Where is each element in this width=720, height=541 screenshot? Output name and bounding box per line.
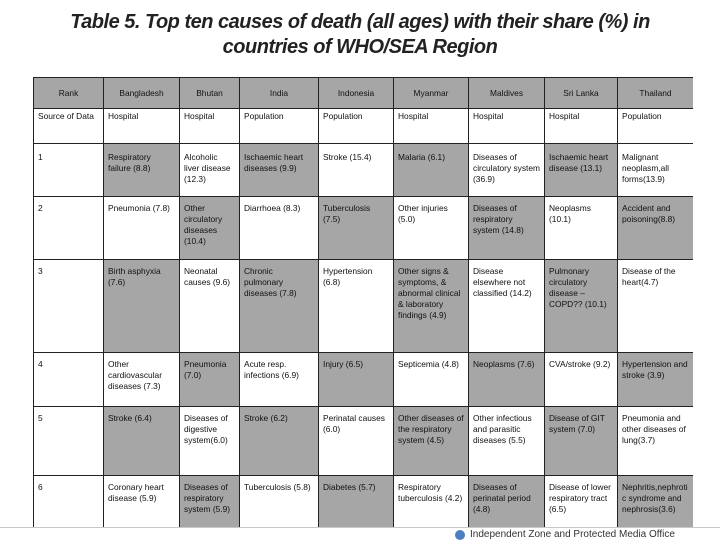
source-of-data-row: [34, 109, 694, 144]
source-cell: Population: [240, 109, 319, 144]
table-cell: Disease of GIT system (7.0): [545, 407, 618, 476]
table-cell: Other circulatory diseases (10.4): [180, 197, 240, 260]
table-cell: Pneumonia (7.8): [104, 197, 180, 260]
table-cell: Disease of lower respiratory tract (6.5): [545, 476, 618, 528]
table-cell: Septicemia (4.8): [394, 353, 469, 407]
table-cell: Other cardiovascular diseases (7.3): [104, 353, 180, 407]
table-cell: Respiratory failure (8.8): [104, 144, 180, 197]
source-cell: Hospital: [394, 109, 469, 144]
source-cell: Hospital: [104, 109, 180, 144]
table-cell: Injury (6.5): [319, 353, 394, 407]
title-line-2: countries of WHO/SEA Region: [222, 36, 498, 58]
table-cell: Pulmonary circulatory disease – COPD?? (10.1): [545, 260, 618, 353]
footer-text: Independent Zone and Protected Media Office: [470, 529, 675, 540]
header-sri-lanka: Sri Lanka: [545, 78, 618, 109]
table-cell: Respiratory tuberculosis (4.2): [394, 476, 469, 528]
table-cell: Neoplasms (10.1): [545, 197, 618, 260]
table-cell: Other infectious and parasitic diseases (5.5): [469, 407, 545, 476]
rank-cell: 6: [34, 476, 104, 528]
table-cell: Ischaemic heart disease (13.1): [545, 144, 618, 197]
table-cell: Tuberculosis (7.5): [319, 197, 394, 260]
table-cell: Stroke (6.2): [240, 407, 319, 476]
table-cell: Pneumonia and other diseases of lung(3.7): [618, 407, 694, 476]
table-row: [34, 353, 694, 407]
footer-bar: [0, 527, 720, 541]
table-row: [34, 407, 694, 476]
table-row: [34, 476, 694, 528]
rank-cell: 3: [34, 260, 104, 353]
header-maldives: Maldives: [469, 78, 545, 109]
table-cell: Tuberculosis (5.8): [240, 476, 319, 528]
table-cell: Ischaemic heart diseases (9.9): [240, 144, 319, 197]
source-cell: Population: [319, 109, 394, 144]
header-bhutan: Bhutan: [180, 78, 240, 109]
table-cell: Pneumonia (7.0): [180, 353, 240, 407]
globe-icon: [455, 530, 465, 540]
table-cell: Malignant neoplasm,all forms(13.9): [618, 144, 694, 197]
rank-cell: 1: [34, 144, 104, 197]
table-cell: Other injuries (5.0): [394, 197, 469, 260]
rank-cell: 2: [34, 197, 104, 260]
header-indonesia: Indonesia: [319, 78, 394, 109]
table-cell: Stroke (6.4): [104, 407, 180, 476]
rank-cell: 5: [34, 407, 104, 476]
header-row: [34, 78, 694, 109]
table-cell: Diseases of respiratory system (14.8): [469, 197, 545, 260]
table-cell: Birth asphyxia (7.6): [104, 260, 180, 353]
table-row: [34, 144, 694, 197]
header-rank: Rank: [34, 78, 104, 109]
source-cell: Hospital: [545, 109, 618, 144]
table-cell: Diabetes (5.7): [319, 476, 394, 528]
table-title: [0, 10, 720, 60]
table-cell: Hypertension (6.8): [319, 260, 394, 353]
table-row: [34, 260, 694, 353]
table-row: [34, 197, 694, 260]
table-cell: Chronic pulmonary diseases (7.8): [240, 260, 319, 353]
source-cell: Hospital: [469, 109, 545, 144]
table-cell: Diarrhoea (8.3): [240, 197, 319, 260]
header-bangladesh: Bangladesh: [104, 78, 180, 109]
table-cell: Other signs & symptoms, & abnormal clinical & laboratory findings (4.9): [394, 260, 469, 353]
source-cell: Population: [618, 109, 694, 144]
table-cell: CVA/stroke (9.2): [545, 353, 618, 407]
table-cell: Acute resp. infections (6.9): [240, 353, 319, 407]
title-line-1: Table 5. Top ten causes of death (all ages) with their share (%) in: [70, 11, 650, 33]
source-cell: Hospital: [180, 109, 240, 144]
table-cell: Stroke (15.4): [319, 144, 394, 197]
table-cell: Neoplasms (7.6): [469, 353, 545, 407]
table-cell: Disease elsewhere not classified (14.2): [469, 260, 545, 353]
table-cell: Disease of the heart(4.7): [618, 260, 694, 353]
causes-of-death-table-container: [33, 77, 693, 527]
table-cell: Accident and poisoning(8.8): [618, 197, 694, 260]
header-thailand: Thailand: [618, 78, 694, 109]
table-cell: Diseases of circulatory system (36.9): [469, 144, 545, 197]
table-cell: Nephritis,nephrotic syndrome and nephrosis(3.6): [618, 476, 694, 528]
table-cell: Neonatal causes (9.6): [180, 260, 240, 353]
header-india: India: [240, 78, 319, 109]
table-cell: Malaria (6.1): [394, 144, 469, 197]
rank-cell: 4: [34, 353, 104, 407]
source-label: Source of Data: [34, 109, 104, 144]
causes-of-death-table: [33, 77, 693, 527]
table-cell: Diseases of perinatal period (4.8): [469, 476, 545, 528]
table-cell: Diseases of digestive system(6.0): [180, 407, 240, 476]
table-cell: Perinatal causes (6.0): [319, 407, 394, 476]
header-myanmar: Myanmar: [394, 78, 469, 109]
table-cell: Coronary heart disease (5.9): [104, 476, 180, 528]
table-cell: Other diseases of the respiratory system (4.5): [394, 407, 469, 476]
table-cell: Hypertension and stroke (3.9): [618, 353, 694, 407]
table-cell: Alcoholic liver disease (12.3): [180, 144, 240, 197]
table-cell: Diseases of respiratory system (5.9): [180, 476, 240, 528]
